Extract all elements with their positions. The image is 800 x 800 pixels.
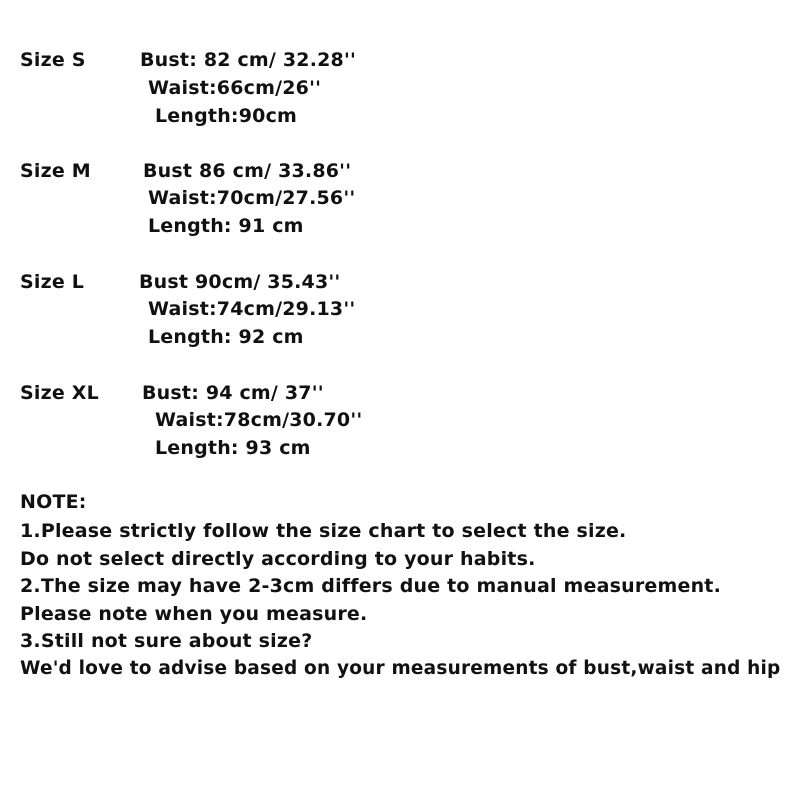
note-line: 2.The size may have 2-3cm differs due to manual measurement. (20, 575, 722, 597)
bust-measurement: Bust: 94 cm/ 37'' (142, 382, 324, 404)
note-line: 1.Please strictly follow the size chart to select the size. (20, 520, 627, 542)
bust-measurement: Bust 86 cm/ 33.86'' (143, 160, 352, 182)
size-label: Size S (20, 49, 86, 71)
size-label: Size XL (20, 382, 99, 404)
waist-measurement: Waist:74cm/29.13'' (148, 298, 356, 320)
length-measurement: Length: 91 cm (148, 215, 304, 237)
length-measurement: Length: 92 cm (148, 326, 304, 348)
bust-measurement: Bust 90cm/ 35.43'' (139, 271, 341, 293)
length-measurement: Length: 93 cm (155, 437, 311, 459)
waist-measurement: Waist:78cm/30.70'' (155, 409, 363, 431)
note-line: Do not select directly according to your habits. (20, 548, 536, 570)
waist-measurement: Waist:66cm/26'' (148, 77, 322, 99)
waist-measurement: Waist:70cm/27.56'' (148, 187, 356, 209)
note-heading: NOTE: (20, 491, 87, 513)
length-measurement: Length:90cm (155, 105, 298, 127)
size-label: Size M (20, 160, 91, 182)
note-line: 3.Still not sure about size? (20, 630, 313, 652)
size-label: Size L (20, 271, 85, 293)
bust-measurement: Bust: 82 cm/ 32.28'' (140, 49, 357, 71)
note-line: Please note when you measure. (20, 603, 368, 625)
note-line: We'd love to advise based on your measurements of bust,waist and hip (20, 658, 781, 679)
